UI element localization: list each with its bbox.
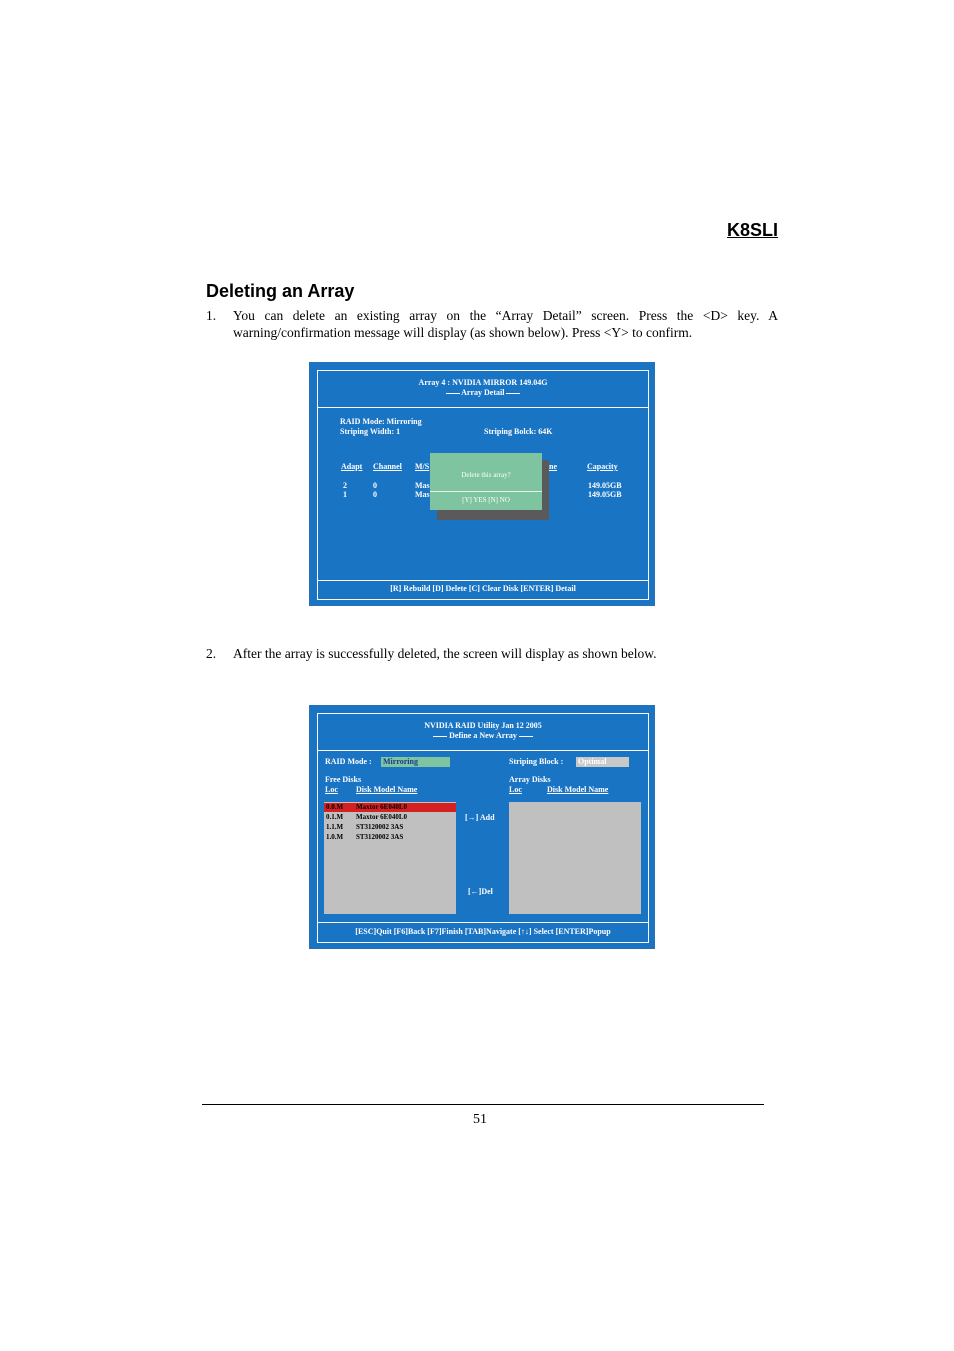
col-ms: M/S <box>415 462 430 471</box>
del-action[interactable]: [←]Del <box>468 887 493 896</box>
step-2 <box>206 645 778 665</box>
free-disks-list[interactable] <box>324 802 456 914</box>
row-capacity: 149.05GB <box>588 490 622 499</box>
step-text: You can delete an existing array on the “Array Detail” screen. Press the <D> key. A warning/confirmation message will display (as shown below). Press <Y> to confirm. <box>233 308 778 340</box>
divider <box>318 580 648 581</box>
row-ms: Mas <box>415 490 430 499</box>
col-adapt: Adapt <box>341 462 363 471</box>
array-detail-screenshot <box>309 362 655 606</box>
list-item[interactable]: 0.0.M Maxtor 6E040L0 <box>324 803 456 812</box>
col-name: ne <box>549 462 557 471</box>
section-title: Deleting an Array <box>206 281 355 301</box>
product-name: K8SLI <box>726 220 778 240</box>
divider <box>430 491 542 492</box>
list-item[interactable]: 1.1.M ST3120002 3AS <box>326 823 404 831</box>
raid-mode: RAID Mode: Mirroring <box>340 417 422 426</box>
step-text: After the array is successfully deleted, the screen will display as shown below. <box>233 646 657 661</box>
col-channel: Channel <box>373 462 402 471</box>
screen-title: Array 4 : NVIDIA MIRROR 149.04G <box>418 378 548 387</box>
striping-block-label: Striping Block : <box>509 757 564 766</box>
step-number: 2. <box>206 646 217 661</box>
free-model-header: Disk Model Name <box>356 785 418 794</box>
array-disks-label: Array Disks <box>509 775 551 784</box>
row-capacity: 149.05GB <box>588 481 622 490</box>
divider <box>318 407 648 408</box>
delete-confirm-dialog[interactable] <box>430 453 542 510</box>
array-model-header: Disk Model Name <box>547 785 609 794</box>
raid-mode-field[interactable]: Mirroring <box>381 757 450 767</box>
striping-block: Striping Bolck: 64K <box>484 427 553 436</box>
step-number: 1. <box>206 308 217 323</box>
define-array-screenshot <box>309 705 655 949</box>
free-disks-label: Free Disks <box>325 775 362 784</box>
row-ms: Mas <box>415 481 430 490</box>
row-channel: 0 <box>373 481 377 490</box>
raid-mode-label: RAID Mode : <box>325 757 372 766</box>
page-number: 51 <box>473 1112 487 1127</box>
divider <box>318 750 648 751</box>
step-1 <box>206 307 778 347</box>
dialog-question: Delete this array? <box>461 471 511 479</box>
divider <box>318 922 648 923</box>
array-loc-header: Loc <box>509 785 522 794</box>
row-channel: 0 <box>373 490 377 499</box>
row-adapt: 2 <box>343 481 347 490</box>
dialog-options[interactable]: [Y] YES [N] NO <box>462 496 510 504</box>
list-item[interactable]: 0.1.M Maxtor 6E040L0 <box>326 813 408 821</box>
free-loc-header: Loc <box>325 785 338 794</box>
screen-subtitle: Define a New Array <box>310 731 656 740</box>
striping-width: Striping Width: 1 <box>340 427 401 436</box>
striping-block-field[interactable]: Optimal <box>576 757 629 767</box>
row-adapt: 1 <box>343 490 347 499</box>
screen-footer: [R] Rebuild [D] Delete [C] Clear Disk [ENTER] Detail <box>390 584 576 593</box>
list-item[interactable]: 1.0.M ST3120002 3AS <box>326 833 404 841</box>
footer-rule <box>202 1104 764 1105</box>
screen-footer: [ESC]Quit [F6]Back [F7]Finish [TAB]Navigate [↑↓] Select [ENTER]Popup <box>355 927 611 936</box>
array-disks-list[interactable] <box>509 802 641 914</box>
add-action[interactable]: [→] Add <box>465 813 495 822</box>
screen-title: NVIDIA RAID Utility Jan 12 2005 <box>424 721 542 730</box>
col-capacity: Capacity <box>587 462 618 471</box>
screen-subtitle: Array Detail <box>310 388 656 397</box>
